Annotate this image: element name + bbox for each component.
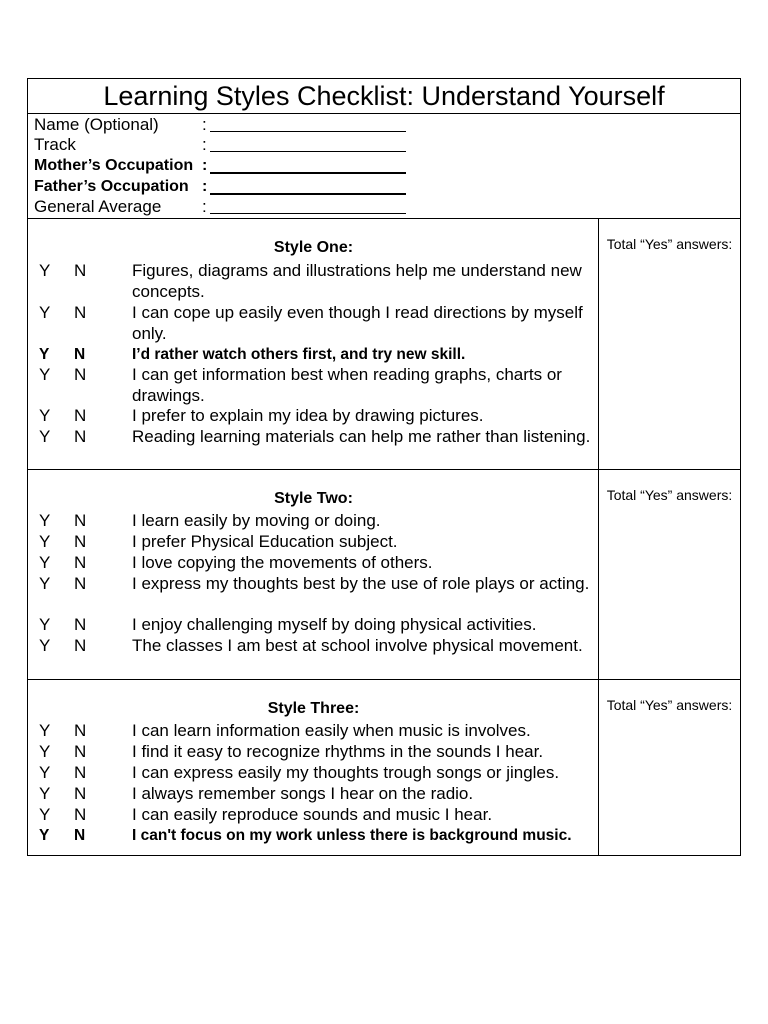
name-input-line[interactable] <box>210 115 406 132</box>
total-yes-box[interactable] <box>599 470 740 679</box>
section-heading: Style Three: <box>267 700 360 717</box>
no-option[interactable]: N <box>74 636 87 655</box>
no-option[interactable]: N <box>74 805 87 824</box>
field-label: Name (Optional) <box>34 115 159 134</box>
field-label: General Average <box>34 197 162 216</box>
yes-option[interactable]: Y <box>39 574 51 593</box>
general-average-input-line[interactable] <box>210 197 406 214</box>
item-text: The classes I am best at school involve physical movement. <box>132 636 583 655</box>
yes-option[interactable]: Y <box>39 553 51 572</box>
item-text: I can cope up easily even though I read directions by myself only. <box>132 303 583 343</box>
style-one-items <box>28 219 599 469</box>
yes-option[interactable]: Y <box>39 406 51 425</box>
item-text: I can express easily my thoughts trough songs or jingles. <box>132 763 560 782</box>
checklist-table <box>27 78 741 856</box>
no-option[interactable]: N <box>74 427 87 446</box>
no-option[interactable]: N <box>74 346 86 363</box>
item-text: Figures, diagrams and illustrations help me understand new concepts. <box>132 261 582 301</box>
total-yes-label: Total “Yes” answers: <box>606 487 733 503</box>
item-text: I find it easy to recognize rhythms in the sounds I hear. <box>132 742 544 761</box>
no-option[interactable]: N <box>74 532 87 551</box>
field-colon: : <box>202 178 208 195</box>
field-colon: : <box>202 197 207 216</box>
yes-option[interactable]: Y <box>39 805 51 824</box>
no-option[interactable]: N <box>74 553 87 572</box>
item-text: I can get information best when reading graphs, charts or drawings. <box>132 365 562 405</box>
field-colon: : <box>202 157 208 174</box>
field-label: Track <box>34 135 76 154</box>
yes-option[interactable]: Y <box>39 742 51 761</box>
field-label: Father’s Occupation <box>34 178 189 195</box>
no-option[interactable]: N <box>74 742 87 761</box>
no-option[interactable]: N <box>74 303 87 322</box>
item-text: I learn easily by moving or doing. <box>132 511 381 530</box>
field-colon: : <box>202 115 207 134</box>
yes-option[interactable]: Y <box>39 511 51 530</box>
mother-occupation-input-line[interactable] <box>210 156 406 174</box>
yes-option[interactable]: Y <box>39 636 51 655</box>
item-text: I can't focus on my work unless there is background music. <box>132 827 572 844</box>
no-option[interactable]: N <box>74 574 87 593</box>
item-text: I express my thoughts best by the use of role plays or acting. <box>132 574 590 593</box>
yes-option[interactable]: Y <box>39 303 51 322</box>
no-option[interactable]: N <box>74 721 87 740</box>
item-text: I prefer to explain my idea by drawing pictures. <box>132 406 484 425</box>
yes-option[interactable]: Y <box>39 532 51 551</box>
item-text: Reading learning materials can help me rather than listening. <box>132 427 591 446</box>
student-info <box>28 114 740 219</box>
track-input-line[interactable] <box>210 135 406 152</box>
style-three-items <box>28 680 599 855</box>
no-option[interactable]: N <box>74 365 87 384</box>
yes-option[interactable]: Y <box>39 721 51 740</box>
yes-option[interactable]: Y <box>39 346 50 363</box>
field-colon: : <box>202 135 207 154</box>
total-yes-box[interactable] <box>599 680 740 855</box>
item-text: I love copying the movements of others. <box>132 553 433 572</box>
style-one-section <box>28 219 740 470</box>
page-title: Learning Styles Checklist: Understand Yourself <box>28 79 740 114</box>
section-heading: Style Two: <box>274 490 353 507</box>
item-text: I always remember songs I hear on the radio. <box>132 784 474 803</box>
item-text: I prefer Physical Education subject. <box>132 532 398 551</box>
no-option[interactable]: N <box>74 511 87 530</box>
total-yes-label: Total “Yes” answers: <box>606 697 733 713</box>
total-yes-label: Total “Yes” answers: <box>606 236 733 252</box>
yes-option[interactable]: Y <box>39 763 51 782</box>
section-heading: Style One: <box>273 239 354 256</box>
yes-option[interactable]: Y <box>39 827 50 844</box>
no-option[interactable]: N <box>74 763 87 782</box>
item-text: I can easily reproduce sounds and music I hear. <box>132 805 493 824</box>
yes-option[interactable]: Y <box>39 261 51 280</box>
field-label: Mother’s Occupation <box>34 157 194 174</box>
yes-option[interactable]: Y <box>39 784 51 803</box>
item-text: I can learn information easily when music is involves. <box>132 721 531 740</box>
no-option[interactable]: N <box>74 615 87 634</box>
total-yes-box[interactable] <box>599 219 740 469</box>
item-text: I enjoy challenging myself by doing physical activities. <box>132 615 537 634</box>
father-occupation-input-line[interactable] <box>210 177 406 195</box>
no-option[interactable]: N <box>74 261 87 280</box>
yes-option[interactable]: Y <box>39 615 51 634</box>
no-option[interactable]: N <box>74 827 86 844</box>
yes-option[interactable]: Y <box>39 365 51 384</box>
no-option[interactable]: N <box>74 406 87 425</box>
style-two-section <box>28 470 740 680</box>
style-two-items <box>28 470 599 679</box>
no-option[interactable]: N <box>74 784 87 803</box>
style-three-section <box>28 680 740 855</box>
item-text: I’d rather watch others first, and try new skill. <box>132 346 466 363</box>
yes-option[interactable]: Y <box>39 427 51 446</box>
